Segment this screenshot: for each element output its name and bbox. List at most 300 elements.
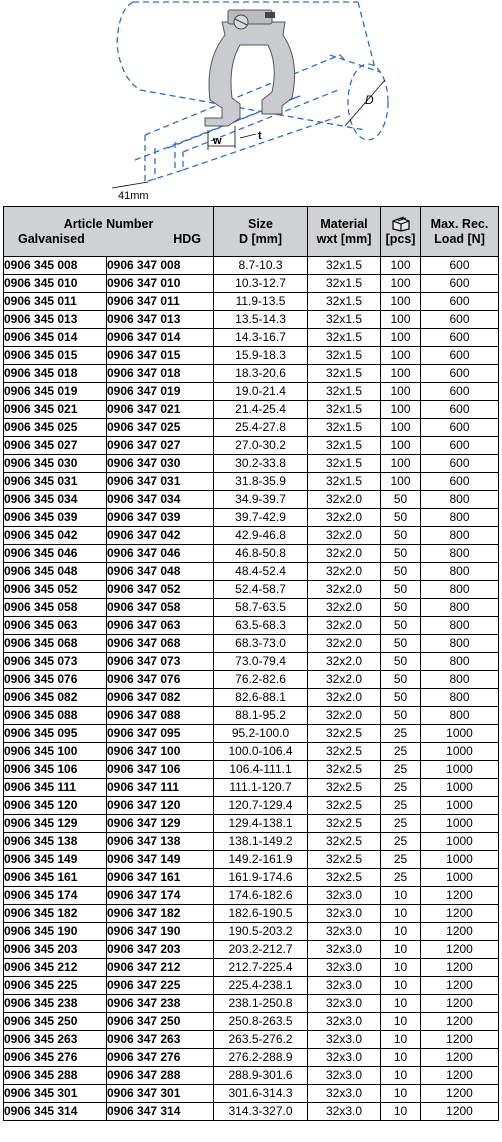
pcs-cell: 10 [381, 905, 421, 923]
pcs-cell: 10 [381, 995, 421, 1013]
size-cell: 39.7-42.9 [214, 509, 308, 527]
material-cell: 32x2.0 [308, 635, 381, 653]
material-cell: 32x2.5 [308, 779, 381, 797]
table-row [4, 581, 499, 599]
galvanised-cell: 0906 345 013 [4, 311, 107, 329]
galvanised-cell: 0906 345 174 [4, 887, 107, 905]
material-cell: 32x2.0 [308, 509, 381, 527]
size-cell: 68.3-73.0 [214, 635, 308, 653]
material-cell: 32x2.5 [308, 725, 381, 743]
size-cell: 190.5-203.2 [214, 923, 308, 941]
article-table [3, 206, 499, 1121]
table-row [4, 707, 499, 725]
material-cell: 32x1.5 [308, 383, 381, 401]
table-row [4, 725, 499, 743]
size-cell: 161.9-174.6 [214, 869, 308, 887]
galvanised-cell: 0906 345 263 [4, 1031, 107, 1049]
hdg-cell: 0906 347 031 [107, 473, 214, 491]
size-cell: 238.1-250.8 [214, 995, 308, 1013]
pcs-cell: 25 [381, 779, 421, 797]
load-cell: 1200 [421, 923, 499, 941]
load-header [421, 207, 499, 257]
material-cell: 32x1.5 [308, 275, 381, 293]
material-unit: wxt [mm] [316, 231, 372, 246]
table-row [4, 1103, 499, 1121]
table-row [4, 851, 499, 869]
pcs-cell: 50 [381, 491, 421, 509]
material-cell: 32x1.5 [308, 473, 381, 491]
load-cell: 1000 [421, 761, 499, 779]
material-cell: 32x1.5 [308, 455, 381, 473]
pcs-unit: [pcs] [385, 232, 416, 246]
galvanised-cell: 0906 345 011 [4, 293, 107, 311]
pcs-cell: 25 [381, 725, 421, 743]
pcs-cell: 100 [381, 329, 421, 347]
table-row [4, 545, 499, 563]
hdg-cell: 0906 347 182 [107, 905, 214, 923]
galvanised-cell: 0906 345 314 [4, 1103, 107, 1121]
size-cell: 250.8-263.5 [214, 1013, 308, 1031]
size-cell: 301.6-314.3 [214, 1085, 308, 1103]
size-cell: 31.8-35.9 [214, 473, 308, 491]
pcs-cell: 100 [381, 401, 421, 419]
material-cell: 32x3.0 [308, 1103, 381, 1121]
material-cell: 32x3.0 [308, 941, 381, 959]
galvanised-cell: 0906 345 149 [4, 851, 107, 869]
hdg-cell: 0906 347 019 [107, 383, 214, 401]
galvanised-cell: 0906 345 021 [4, 401, 107, 419]
load-cell: 800 [421, 653, 499, 671]
galvanised-cell: 0906 345 095 [4, 725, 107, 743]
hdg-cell: 0906 347 250 [107, 1013, 214, 1031]
hdg-cell: 0906 347 008 [107, 257, 214, 275]
material-title: Material [320, 216, 368, 231]
load-cell: 1200 [421, 995, 499, 1013]
pcs-cell: 50 [381, 527, 421, 545]
load-cell: 600 [421, 311, 499, 329]
hdg-cell: 0906 347 225 [107, 977, 214, 995]
size-cell: 8.7-10.3 [214, 257, 308, 275]
dim-width-label: 41mm [118, 190, 149, 202]
galvanised-cell: 0906 345 138 [4, 833, 107, 851]
material-cell: 32x2.5 [308, 761, 381, 779]
table-row [4, 401, 499, 419]
hdg-cell: 0906 347 263 [107, 1031, 214, 1049]
galvanised-cell: 0906 345 129 [4, 815, 107, 833]
clamp-body [205, 10, 295, 126]
load-cell: 600 [421, 329, 499, 347]
size-cell: 30.2-33.8 [214, 455, 308, 473]
load-cell: 600 [421, 365, 499, 383]
size-cell: 25.4-27.8 [214, 419, 308, 437]
material-cell: 32x1.5 [308, 401, 381, 419]
size-title: Size [248, 216, 274, 231]
galvanised-cell: 0906 345 031 [4, 473, 107, 491]
pcs-cell: 25 [381, 833, 421, 851]
table-row [4, 257, 499, 275]
hdg-cell: 0906 347 042 [107, 527, 214, 545]
load-cell: 600 [421, 383, 499, 401]
table-row [4, 1067, 499, 1085]
pcs-cell: 10 [381, 1103, 421, 1121]
galvanised-cell: 0906 345 018 [4, 365, 107, 383]
galvanised-cell: 0906 345 106 [4, 761, 107, 779]
table-row [4, 941, 499, 959]
load-cell: 800 [421, 509, 499, 527]
table-row [4, 1031, 499, 1049]
load-cell: 800 [421, 581, 499, 599]
load-cell: 1200 [421, 1049, 499, 1067]
load-cell: 1000 [421, 851, 499, 869]
hdg-cell: 0906 347 076 [107, 671, 214, 689]
hdg-cell: 0906 347 034 [107, 491, 214, 509]
material-cell: 32x3.0 [308, 923, 381, 941]
table-row [4, 761, 499, 779]
galvanised-header: Galvanised [18, 231, 85, 246]
load-cell: 1200 [421, 1031, 499, 1049]
hdg-cell: 0906 347 149 [107, 851, 214, 869]
load-cell: 1200 [421, 1067, 499, 1085]
table-row [4, 977, 499, 995]
material-cell: 32x2.5 [308, 833, 381, 851]
hdg-cell: 0906 347 203 [107, 941, 214, 959]
pcs-cell: 100 [381, 311, 421, 329]
material-cell: 32x1.5 [308, 365, 381, 383]
load-cell: 600 [421, 437, 499, 455]
hdg-cell: 0906 347 052 [107, 581, 214, 599]
load-cell: 600 [421, 293, 499, 311]
material-cell: 32x2.5 [308, 815, 381, 833]
table-row [4, 635, 499, 653]
material-cell: 32x3.0 [308, 1049, 381, 1067]
material-cell: 32x2.5 [308, 797, 381, 815]
hdg-cell: 0906 347 046 [107, 545, 214, 563]
size-cell: 95.2-100.0 [214, 725, 308, 743]
hdg-cell: 0906 347 161 [107, 869, 214, 887]
pcs-cell: 10 [381, 1067, 421, 1085]
material-cell: 32x2.5 [308, 743, 381, 761]
hdg-cell: 0906 347 025 [107, 419, 214, 437]
pcs-cell: 10 [381, 1085, 421, 1103]
material-cell: 32x3.0 [308, 887, 381, 905]
material-cell: 32x1.5 [308, 419, 381, 437]
hdg-cell: 0906 347 212 [107, 959, 214, 977]
pcs-cell: 10 [381, 941, 421, 959]
load-cell: 1000 [421, 725, 499, 743]
material-cell: 32x3.0 [308, 995, 381, 1013]
galvanised-cell: 0906 345 288 [4, 1067, 107, 1085]
material-cell: 32x3.0 [308, 1013, 381, 1031]
table-row [4, 455, 499, 473]
load-title: Max. Rec. [430, 216, 489, 231]
material-cell: 32x3.0 [308, 959, 381, 977]
hdg-cell: 0906 347 174 [107, 887, 214, 905]
table-row [4, 653, 499, 671]
galvanised-cell: 0906 345 225 [4, 977, 107, 995]
galvanised-cell: 0906 345 120 [4, 797, 107, 815]
load-cell: 1200 [421, 1085, 499, 1103]
hdg-cell: 0906 347 018 [107, 365, 214, 383]
size-cell: 263.5-276.2 [214, 1031, 308, 1049]
table-row [4, 419, 499, 437]
hdg-cell: 0906 347 068 [107, 635, 214, 653]
size-cell: 174.6-182.6 [214, 887, 308, 905]
galvanised-cell: 0906 345 039 [4, 509, 107, 527]
galvanised-cell: 0906 345 276 [4, 1049, 107, 1067]
hdg-cell: 0906 347 095 [107, 725, 214, 743]
size-cell: 88.1-95.2 [214, 707, 308, 725]
pcs-cell: 100 [381, 437, 421, 455]
load-cell: 1000 [421, 869, 499, 887]
dim-t-label: t [258, 130, 262, 142]
table-row [4, 347, 499, 365]
load-cell: 1200 [421, 959, 499, 977]
pcs-cell: 10 [381, 887, 421, 905]
galvanised-cell: 0906 345 027 [4, 437, 107, 455]
material-cell: 32x2.0 [308, 527, 381, 545]
size-cell: 48.4-52.4 [214, 563, 308, 581]
galvanised-cell: 0906 345 088 [4, 707, 107, 725]
load-cell: 800 [421, 545, 499, 563]
dimension-lines [112, 80, 385, 188]
table-row [4, 617, 499, 635]
galvanised-cell: 0906 345 076 [4, 671, 107, 689]
hdg-cell: 0906 347 301 [107, 1085, 214, 1103]
material-cell: 32x1.5 [308, 293, 381, 311]
size-cell: 46.8-50.8 [214, 545, 308, 563]
galvanised-cell: 0906 345 034 [4, 491, 107, 509]
galvanised-cell: 0906 345 058 [4, 599, 107, 617]
size-cell: 111.1-120.7 [214, 779, 308, 797]
material-cell: 32x2.0 [308, 491, 381, 509]
pcs-cell: 100 [381, 257, 421, 275]
size-cell: 73.0-79.4 [214, 653, 308, 671]
load-cell: 1200 [421, 1013, 499, 1031]
pcs-cell: 25 [381, 851, 421, 869]
galvanised-cell: 0906 345 052 [4, 581, 107, 599]
size-cell: 82.6-88.1 [214, 689, 308, 707]
table-header-row [4, 207, 499, 257]
pcs-cell: 100 [381, 275, 421, 293]
hdg-cell: 0906 347 138 [107, 833, 214, 851]
load-cell: 800 [421, 635, 499, 653]
pcs-cell: 100 [381, 347, 421, 365]
size-unit: D [mm] [238, 231, 283, 246]
table-row [4, 1013, 499, 1031]
table-row [4, 869, 499, 887]
table-row [4, 833, 499, 851]
hdg-cell: 0906 347 058 [107, 599, 214, 617]
size-cell: 182.6-190.5 [214, 905, 308, 923]
size-cell: 288.9-301.6 [214, 1067, 308, 1085]
galvanised-cell: 0906 345 161 [4, 869, 107, 887]
hdg-cell: 0906 347 021 [107, 401, 214, 419]
hdg-cell: 0906 347 073 [107, 653, 214, 671]
material-cell: 32x2.0 [308, 599, 381, 617]
material-cell: 32x3.0 [308, 1085, 381, 1103]
size-cell: 19.0-21.4 [214, 383, 308, 401]
size-cell: 34.9-39.7 [214, 491, 308, 509]
material-cell: 32x2.0 [308, 671, 381, 689]
hdg-cell: 0906 347 288 [107, 1067, 214, 1085]
material-cell: 32x1.5 [308, 311, 381, 329]
galvanised-cell: 0906 345 082 [4, 689, 107, 707]
hdg-cell: 0906 347 276 [107, 1049, 214, 1067]
dim-d-label: D [365, 93, 374, 107]
load-cell: 800 [421, 671, 499, 689]
material-cell: 32x3.0 [308, 977, 381, 995]
galvanised-cell: 0906 345 025 [4, 419, 107, 437]
load-cell: 1000 [421, 797, 499, 815]
hdg-cell: 0906 347 106 [107, 761, 214, 779]
hdg-cell: 0906 347 048 [107, 563, 214, 581]
hdg-cell: 0906 347 014 [107, 329, 214, 347]
pcs-cell: 50 [381, 563, 421, 581]
size-cell: 276.2-288.9 [214, 1049, 308, 1067]
hdg-cell: 0906 347 039 [107, 509, 214, 527]
load-cell: 1200 [421, 905, 499, 923]
pcs-cell: 50 [381, 635, 421, 653]
material-cell: 32x2.0 [308, 689, 381, 707]
table-row [4, 743, 499, 761]
pcs-cell: 100 [381, 365, 421, 383]
galvanised-cell: 0906 345 015 [4, 347, 107, 365]
pcs-cell: 100 [381, 293, 421, 311]
pcs-cell: 100 [381, 383, 421, 401]
pcs-cell: 50 [381, 617, 421, 635]
load-cell: 800 [421, 563, 499, 581]
load-cell: 800 [421, 491, 499, 509]
size-cell: 63.5-68.3 [214, 617, 308, 635]
table-row [4, 293, 499, 311]
pcs-cell: 100 [381, 473, 421, 491]
size-cell: 129.4-138.1 [214, 815, 308, 833]
hdg-cell: 0906 347 010 [107, 275, 214, 293]
material-cell: 32x1.5 [308, 347, 381, 365]
table-row [4, 779, 499, 797]
load-cell: 1200 [421, 1103, 499, 1121]
hdg-cell: 0906 347 314 [107, 1103, 214, 1121]
load-cell: 1000 [421, 743, 499, 761]
load-cell: 800 [421, 707, 499, 725]
material-cell: 32x2.0 [308, 563, 381, 581]
material-cell: 32x2.0 [308, 653, 381, 671]
pcs-cell: 10 [381, 1049, 421, 1067]
load-cell: 600 [421, 455, 499, 473]
load-cell: 600 [421, 401, 499, 419]
pcs-cell: 50 [381, 707, 421, 725]
table-row [4, 329, 499, 347]
material-cell: 32x3.0 [308, 1031, 381, 1049]
pipe-clamp-drawing [0, 0, 502, 205]
load-cell: 600 [421, 419, 499, 437]
load-cell: 800 [421, 689, 499, 707]
table-row [4, 383, 499, 401]
pcs-cell: 50 [381, 581, 421, 599]
table-row [4, 311, 499, 329]
load-cell: 1000 [421, 833, 499, 851]
size-cell: 21.4-25.4 [214, 401, 308, 419]
size-cell: 212.7-225.4 [214, 959, 308, 977]
pcs-cell: 10 [381, 1031, 421, 1049]
load-cell: 800 [421, 527, 499, 545]
load-unit: Load [N] [434, 231, 485, 246]
material-cell: 32x1.5 [308, 257, 381, 275]
article-number-header [4, 207, 214, 257]
pcs-cell: 10 [381, 977, 421, 995]
hdg-header: HDG [173, 231, 202, 246]
hdg-cell: 0906 347 027 [107, 437, 214, 455]
size-cell: 225.4-238.1 [214, 977, 308, 995]
hdg-cell: 0906 347 030 [107, 455, 214, 473]
pcs-cell: 10 [381, 1013, 421, 1031]
table-row [4, 473, 499, 491]
table-row [4, 563, 499, 581]
dim-w-label: w [213, 135, 222, 147]
size-cell: 120.7-129.4 [214, 797, 308, 815]
galvanised-cell: 0906 345 212 [4, 959, 107, 977]
galvanised-cell: 0906 345 042 [4, 527, 107, 545]
table-row [4, 815, 499, 833]
table-row [4, 491, 499, 509]
size-header [214, 207, 308, 257]
galvanised-cell: 0906 345 008 [4, 257, 107, 275]
size-cell: 13.5-14.3 [214, 311, 308, 329]
pcs-cell: 25 [381, 797, 421, 815]
pcs-cell: 100 [381, 419, 421, 437]
load-cell: 600 [421, 257, 499, 275]
size-cell: 15.9-18.3 [214, 347, 308, 365]
pcs-cell: 25 [381, 869, 421, 887]
table-row [4, 509, 499, 527]
material-cell: 32x2.0 [308, 617, 381, 635]
pcs-cell: 25 [381, 743, 421, 761]
table-row [4, 1085, 499, 1103]
table-row [4, 671, 499, 689]
table-row [4, 599, 499, 617]
hdg-cell: 0906 347 120 [107, 797, 214, 815]
material-cell: 32x2.5 [308, 869, 381, 887]
size-cell: 42.9-46.8 [214, 527, 308, 545]
table-row [4, 797, 499, 815]
table-row [4, 995, 499, 1013]
size-cell: 314.3-327.0 [214, 1103, 308, 1121]
galvanised-cell: 0906 345 100 [4, 743, 107, 761]
galvanised-cell: 0906 345 182 [4, 905, 107, 923]
size-cell: 52.4-58.7 [214, 581, 308, 599]
table-row [4, 905, 499, 923]
galvanised-cell: 0906 345 014 [4, 329, 107, 347]
size-cell: 106.4-111.1 [214, 761, 308, 779]
galvanised-cell: 0906 345 190 [4, 923, 107, 941]
hdg-cell: 0906 347 088 [107, 707, 214, 725]
hdg-cell: 0906 347 011 [107, 293, 214, 311]
load-cell: 1000 [421, 815, 499, 833]
box-icon [391, 216, 411, 232]
load-cell: 600 [421, 275, 499, 293]
pcs-cell: 10 [381, 959, 421, 977]
size-cell: 138.1-149.2 [214, 833, 308, 851]
load-cell: 1200 [421, 887, 499, 905]
galvanised-cell: 0906 345 203 [4, 941, 107, 959]
size-cell: 149.2-161.9 [214, 851, 308, 869]
pcs-cell: 50 [381, 689, 421, 707]
pcs-cell: 50 [381, 509, 421, 527]
table-row [4, 437, 499, 455]
material-header [308, 207, 381, 257]
pcs-cell: 25 [381, 761, 421, 779]
hdg-cell: 0906 347 063 [107, 617, 214, 635]
